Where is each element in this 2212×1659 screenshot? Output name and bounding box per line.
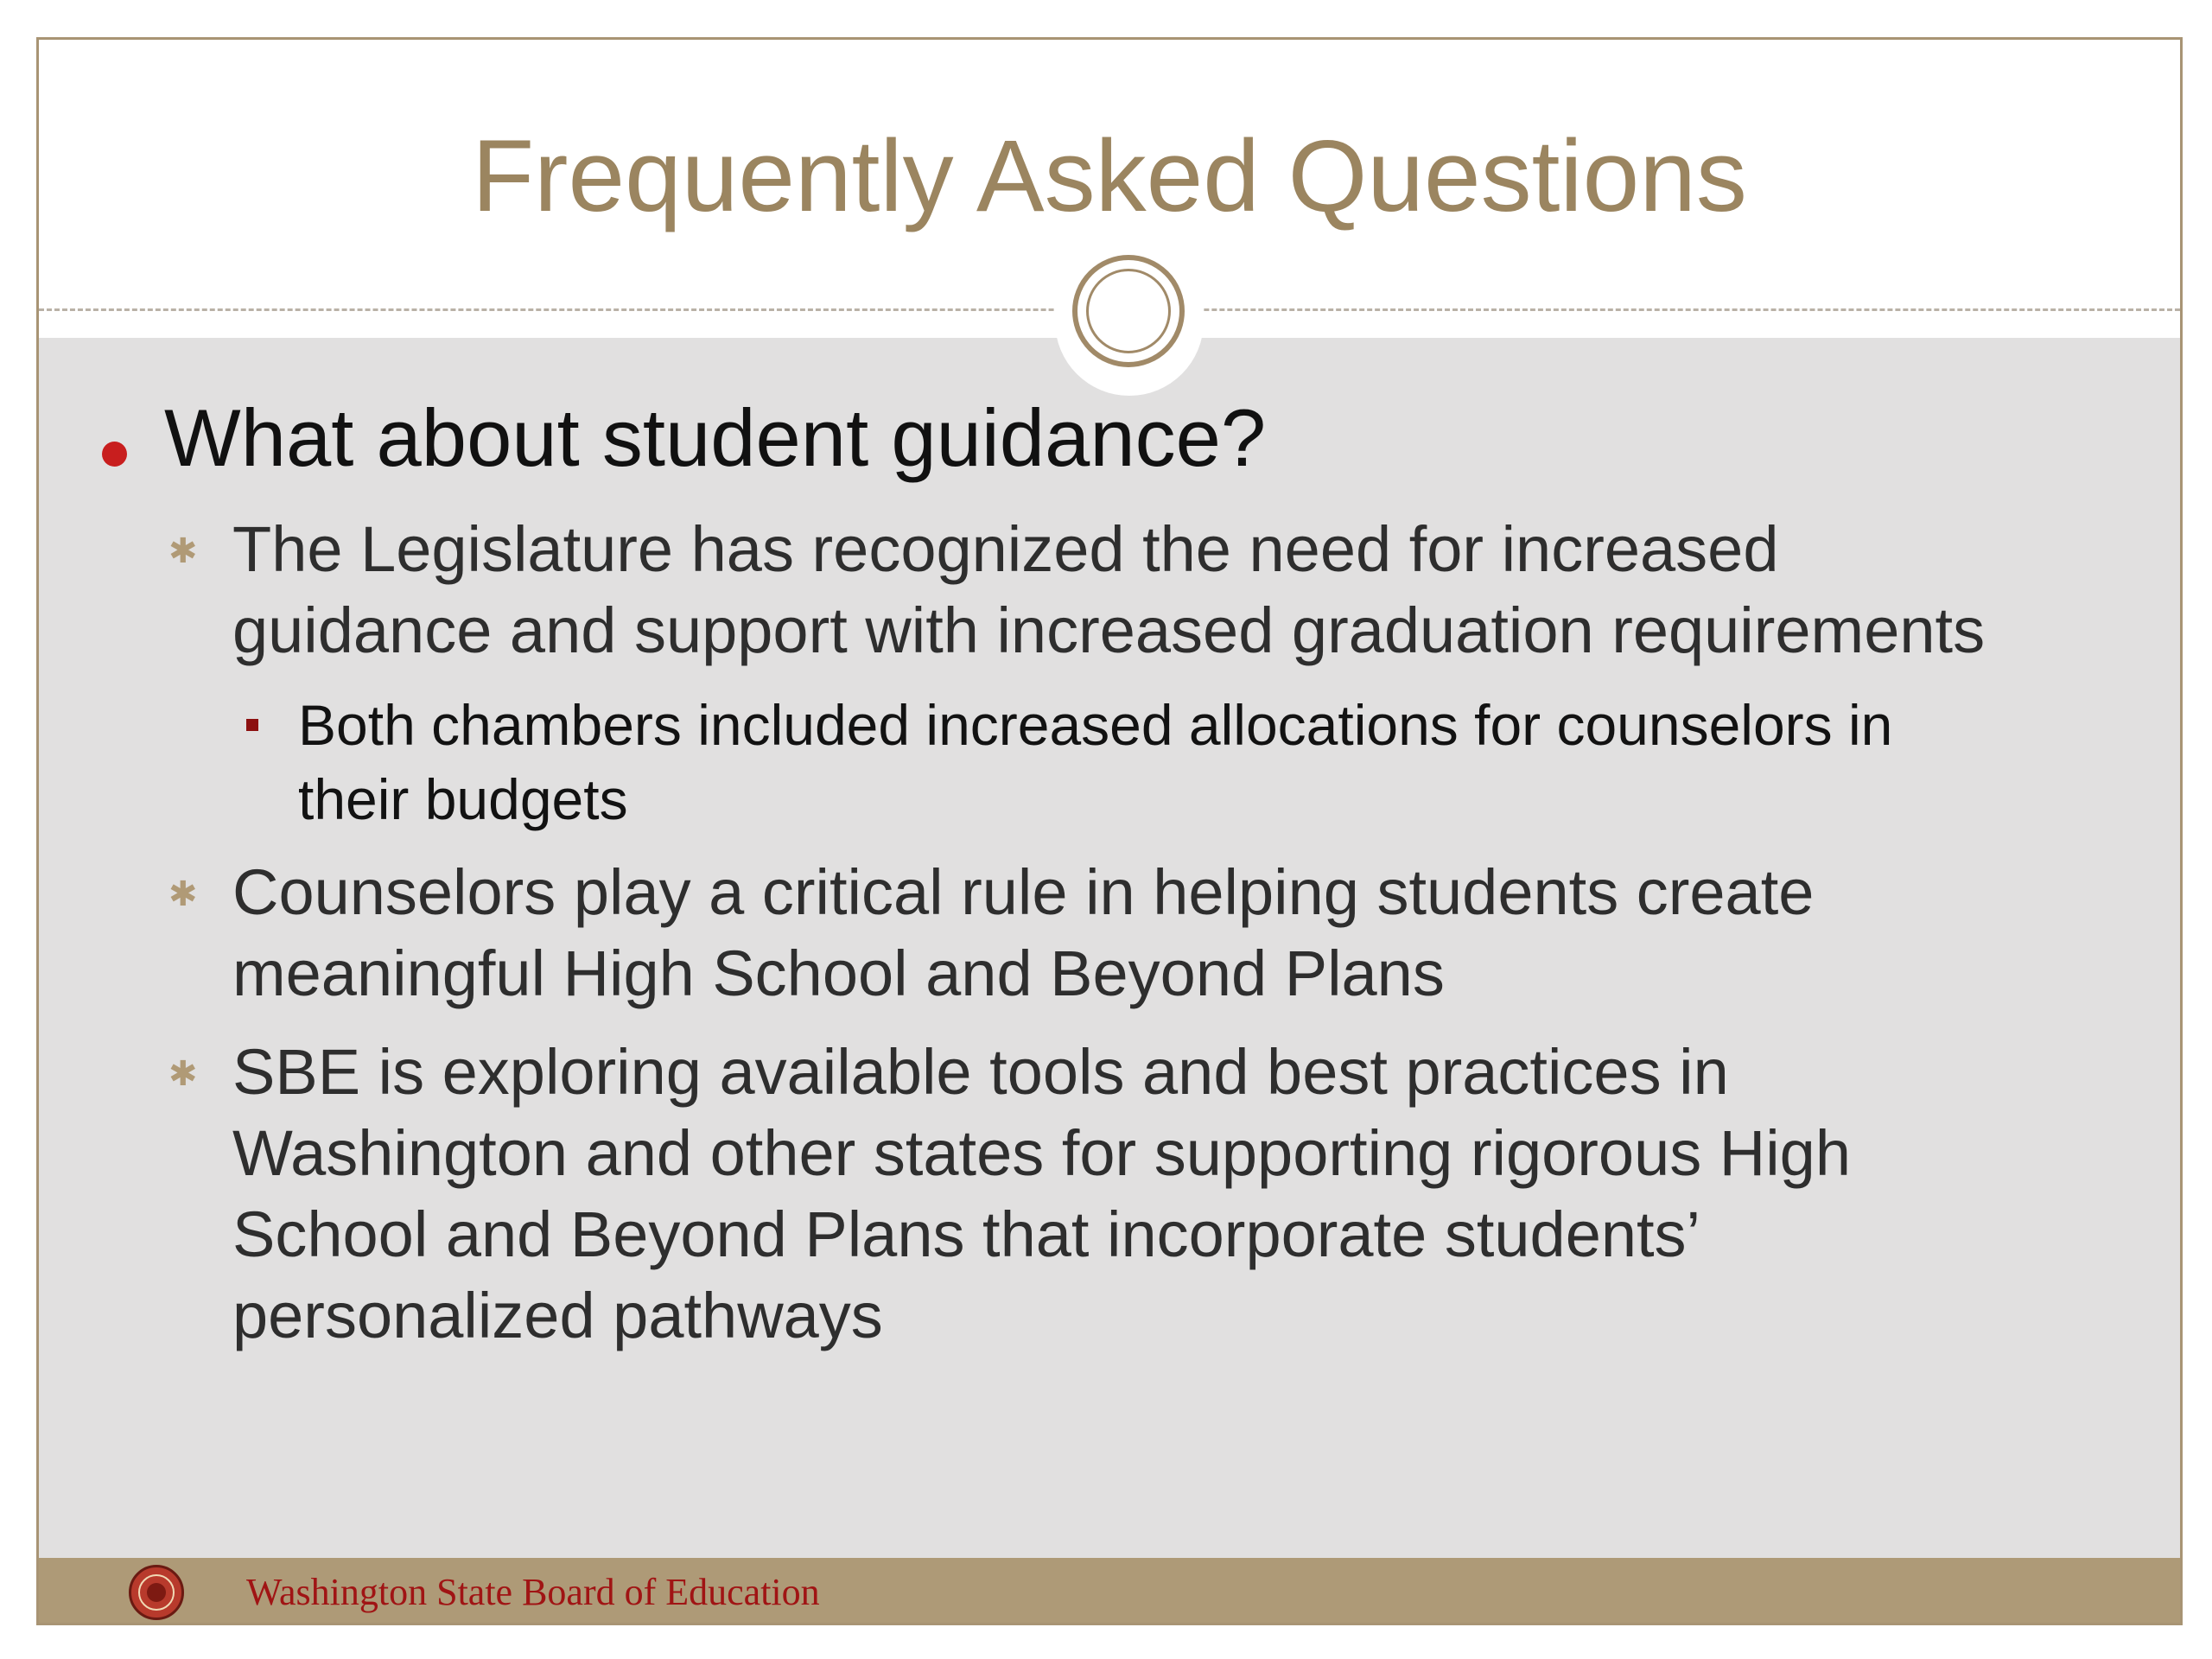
slide-title: Frequently Asked Questions (472, 119, 1747, 233)
bullet-point-3-line-1: SBE is exploring available tools and best practices in (232, 1036, 1729, 1108)
bullet-point-2 (232, 852, 2116, 1014)
bullet-point-3-line-2: Washington and other states for supporting rigorous High (232, 1117, 1851, 1189)
bullet-point-1 (232, 509, 2116, 671)
star-bullet-icon: ✱ (168, 1055, 198, 1093)
bullet-point-3 (232, 1032, 2116, 1357)
footer-band (39, 1558, 2180, 1625)
bullet-point-3-line-3: School and Beyond Plans that incorporate students’ (232, 1198, 1701, 1270)
sub-point-line-1: Both chambers included increased allocations for counselors in (298, 693, 1893, 757)
bullet-point-1-line-1: The Legislature has recognized the need for increased (232, 513, 1779, 585)
seal-core (147, 1583, 166, 1602)
slide (36, 37, 2183, 1625)
footer-organization: Washington State Board of Education (246, 1571, 820, 1613)
bullet-point-2-line-2: meaningful High School and Beyond Plans (232, 938, 1445, 1009)
sub-point (298, 688, 2113, 836)
bullet-point-3-line-4: personalized pathways (232, 1280, 883, 1351)
bullet-point-1-line-2: guidance and support with increased graduation requirements (232, 594, 1986, 666)
bullet-dot-icon (102, 442, 127, 467)
star-bullet-icon: ✱ (168, 875, 198, 913)
state-seal-icon (129, 1565, 184, 1620)
square-bullet-icon (246, 719, 258, 731)
question-heading: What about student guidance? (164, 392, 1267, 483)
bullet-point-2-line-1: Counselors play a critical rule in helping students create (232, 856, 1815, 928)
star-bullet-icon: ✱ (168, 532, 198, 570)
divider-ring-icon (1072, 255, 1185, 367)
sub-point-line-2: their budgets (298, 767, 628, 831)
divider-ring-inner (1086, 269, 1171, 353)
